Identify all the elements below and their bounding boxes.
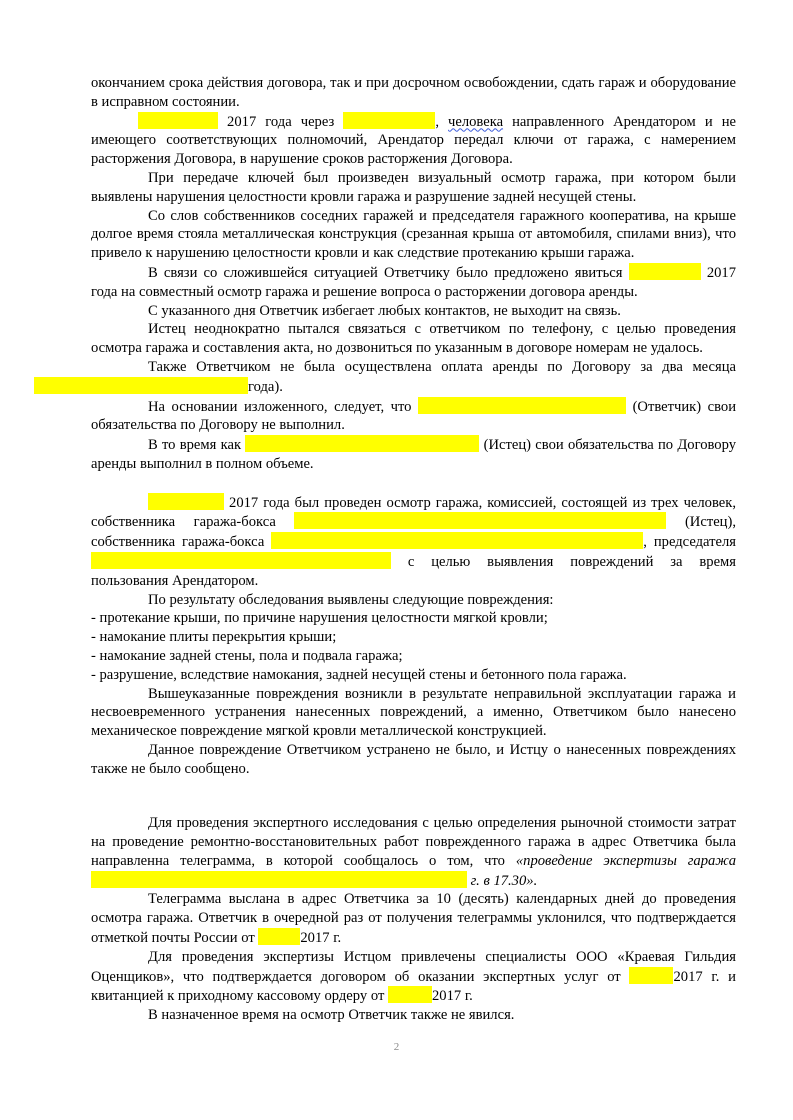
paragraph: При передаче ключей был произведен визуальный осмотр гаража, при котором были выявлены нарушения целостности кровли гаража и разрушение задней несущей стены. [91, 169, 736, 205]
paragraph: окончанием срока действия договора, так и при досрочном освобождении, сдать гараж и оборудование в исправном состоянии. [91, 75, 736, 110]
redacted-highlight [294, 512, 666, 529]
list-item: - намокание плиты перекрытия крыши; [91, 629, 337, 646]
paragraph: В связи со сложившейся ситуацией Ответчику было предложено явиться 2017 года на совместный осмотр гаража и решение вопроса о расторжении договора аренды. [91, 264, 736, 300]
paragraph: По результату обследования выявлены следующие повреждения: [148, 591, 554, 608]
paragraph: В то время как (Истец) свои обязательства по Договору аренды выполнил в полном объеме. [91, 437, 737, 472]
redacted-highlight [91, 871, 467, 888]
paragraph: Телеграмма выслана в адрес Ответчика за 10 (десять) календарных дней до проведения осмотра гаража. Ответчик в очередной раз от получения телеграммы уклонился, что подтверждается отметкой почты России от 2017 г. [91, 891, 736, 947]
redacted-highlight [138, 112, 218, 129]
paragraph: Вышеуказанные повреждения возникли в результате неправильной эксплуатации гаража и несвоевременного устранения нанесенных повреждений, а именно, Ответчиком было нанесено механическое повреждение мягкой кровли металлической конструкцией. [91, 685, 736, 740]
redacted-highlight [388, 986, 432, 1003]
paragraph: С указанного дня Ответчик избегает любых контактов, не выходит на связь. [148, 302, 621, 319]
list-item: - протекание крыши, по причине нарушения целостности мягкой кровли; [91, 610, 548, 627]
redacted-highlight [271, 532, 643, 549]
list-item: - разрушение, вследствие намокания, задней несущей стены и бетонного пола гаража. [91, 666, 627, 683]
redacted-highlight [343, 112, 435, 129]
redacted-highlight [34, 377, 248, 394]
spellcheck-underlined-word: человека [448, 113, 504, 130]
paragraph: 2017 года через , человека направленного Арендатором и не имеющего соответствующих полномочий, Арендатор передал ключи от гаража, с намерением расторжения Договора, в нарушение сроков расторжения Договора. [91, 113, 736, 168]
redacted-highlight [629, 263, 701, 280]
redacted-highlight [91, 552, 391, 569]
paragraph: На основании изложенного, следует, что (Ответчик) свои обязательства по Договору не выполнил. [91, 398, 737, 434]
redacted-highlight [418, 397, 626, 414]
paragraph: Со слов собственников соседних гаражей и председателя гаражного кооператива, на крыше долгое время стояла металлическая конструкция (срезанная крыша от автомобиля, спилами вниз), что привело к нарушению целостности кровли и как следствие протеканию крыши гаража. [91, 207, 736, 262]
paragraph: В назначенное время на осмотр Ответчик также не явился. [148, 1007, 515, 1024]
document-body [91, 74, 736, 1025]
paragraph: Для проведения экспертизы Истцом привлечены специалисты ООО «Краевая Гильдия Оценщиков», что подтверждается договором об оказании экспертных услуг от 2017 г. и квитанцией к приходному кассовому ордеру от 2017 г. [91, 948, 736, 1005]
paragraph: Для проведения экспертного исследования с целью определения рыночной стоимости затрат на проведение ремонтно-восстановительных работ поврежденного гаража в адрес Ответчика была направленна телеграмма, в которой сообщалось о том, что «проведение экспертизы гаража г. в 17.30». [91, 815, 736, 889]
empty-line [91, 474, 736, 493]
paragraph: Истец неоднократно пытался связаться с ответчиком по телефону, с целью проведения осмотра гаража и составления акта, но дозвониться по указанным в договоре номерам не удалось. [91, 321, 736, 357]
list-item: - намокание задней стены, пола и подвала гаража; [91, 647, 403, 664]
page-number: 2 [393, 1041, 400, 1053]
redacted-highlight [629, 967, 673, 984]
empty-line [91, 797, 736, 814]
paragraph: 2017 года был проведен осмотр гаража, комиссией, состоящей из трех человек, собственника гаража-бокса (Истец), собственника гаража-бокса , председателя с целью выявления повреждений за время пользования Арендатором. [91, 494, 736, 589]
redacted-highlight [148, 493, 224, 510]
paragraph: Также Ответчиком не была осуществлена оплата аренды по Договору за два месяца года). [91, 358, 736, 397]
empty-line [91, 778, 736, 797]
redacted-highlight [245, 435, 479, 452]
redacted-highlight [258, 928, 300, 945]
paragraph: Данное повреждение Ответчиком устранено не было, и Истцу о нанесенных повреждениях также не было сообщено. [91, 741, 736, 777]
